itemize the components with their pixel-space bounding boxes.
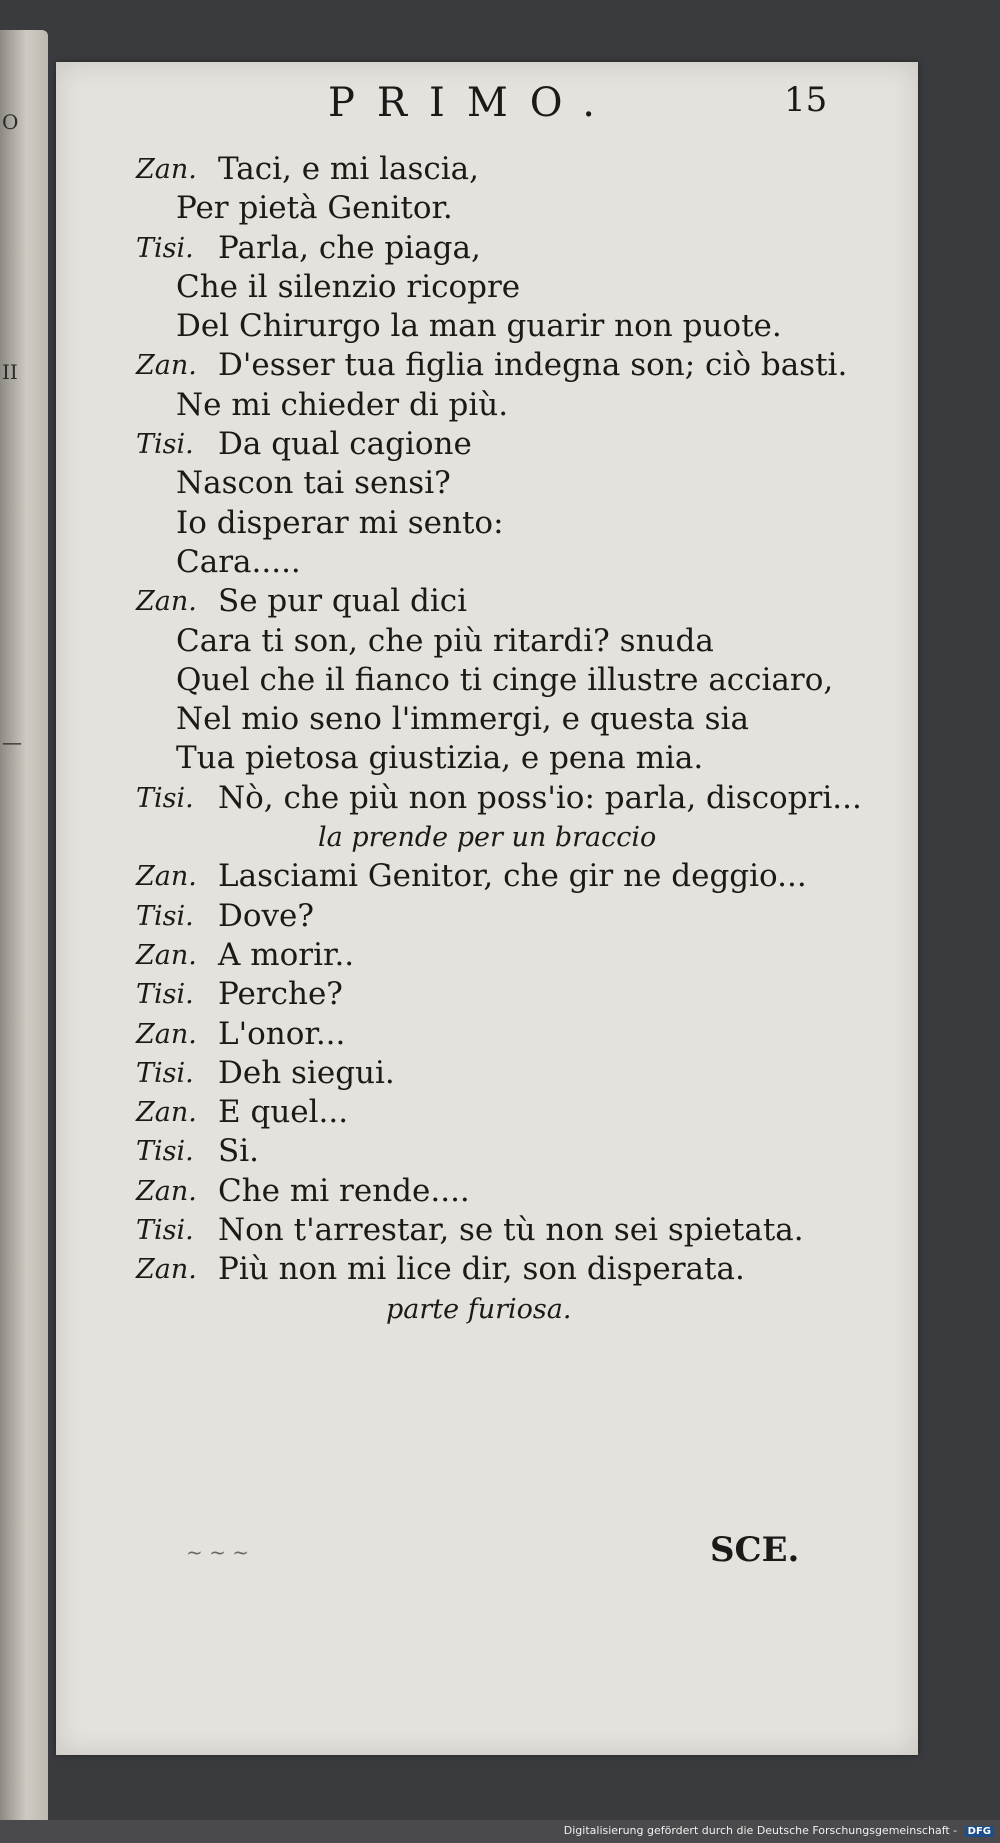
speaker-name: Tisi. [136,782,194,814]
speaker-name: Zan. [136,586,197,618]
line-text: Dove? [218,897,314,934]
dialogue-line [136,425,896,464]
speaker-name: Zan. [136,154,197,185]
dialogue-line [136,386,896,425]
dialogue-line [136,582,896,621]
previous-page-fragment: II [2,360,18,384]
dialogue-line [136,1015,896,1054]
previous-page-edge [0,30,48,1830]
line-text: A morir.. [218,936,355,973]
digitization-credit [564,1824,994,1837]
dialogue-line [136,504,896,543]
dialogue-text [136,150,896,1329]
stage-direction [136,1290,896,1329]
dialogue-line [136,464,896,503]
line-text: Si. [218,1133,260,1170]
line-text: Se pur qual dici [218,583,468,620]
line-text: Per pietà Genitor. [176,190,453,227]
speaker-name: Zan. [136,1018,197,1050]
dialogue-line [136,189,896,228]
speaker-name: Tisi. [136,429,194,461]
speaker-name: Zan. [136,1254,197,1286]
line-text: Perche? [218,976,343,1013]
stage-direction [136,818,896,857]
dialogue-line [136,897,896,936]
catchword: SCE. [710,1530,800,1570]
page-number: 15 [784,80,828,120]
speaker-name: Tisi. [136,1057,194,1089]
dialogue-line [136,150,896,189]
line-text: Ne mi chieder di più. [176,386,509,423]
dialogue-line [136,346,896,385]
dialogue-line [136,1250,896,1289]
stage-direction-text: parte furiosa. [386,1293,572,1325]
line-text: Tua pietosa giustizia, e pena mia. [176,740,704,777]
line-text: Cara ti son, che più ritardi? snuda [176,622,714,659]
speaker-name: Zan. [136,350,197,382]
line-text: Del Chirurgo la man guarir non puote. [176,308,782,345]
speaker-name: Zan. [136,939,197,971]
line-text: Nascon tai sensi? [176,465,451,502]
line-text: Che il silenzio ricopre [176,268,521,305]
line-text: E quel... [218,1094,349,1131]
dialogue-line [136,543,896,582]
bleed-through-text [416,1422,916,1642]
credit-text: Digitalisierung gefördert durch die Deutsche Forschungsgemeinschaft - [563,1824,958,1837]
previous-page-fragment: — [2,730,22,754]
speaker-name: Tisi. [136,232,194,264]
dialogue-line [136,779,896,818]
dialogue-line [136,936,896,975]
speaker-name: Tisi. [136,1136,194,1168]
dialogue-line [136,1172,896,1211]
line-text: Più non mi lice dir, son disperata. [218,1251,745,1288]
dialogue-line [136,1211,896,1250]
line-text: Nò, che più non poss'io: parla, discopri... [218,779,862,816]
dialogue-line [136,857,896,896]
ink-smudge: ~ ~ ~ [186,1540,249,1564]
speaker-name: Tisi. [136,979,194,1011]
line-text: Cara..... [176,543,301,580]
dialogue-line [136,661,896,700]
previous-page-fragment: O [2,110,19,134]
dialogue-line [136,1054,896,1093]
dialogue-line [136,1093,896,1132]
line-text: Da qual cagione [218,426,472,463]
speaker-name: Zan. [136,1097,197,1129]
line-text: Nel mio seno l'immergi, e questa sia [176,701,749,738]
line-text: Taci, e mi lascia, [218,151,480,187]
line-text: D'esser tua figlia indegna son; ciò basti. [218,347,848,384]
line-text: Che mi rende.... [218,1172,470,1209]
dialogue-line [136,307,896,346]
line-text: Lasciami Genitor, che gir ne deggio... [218,858,807,895]
dialogue-line [136,622,896,661]
line-text: Quel che il fianco ti cinge illustre acciaro, [176,661,834,698]
page-header-title: PRIMO. [328,80,617,126]
line-text: L'onor... [218,1015,346,1052]
speaker-name: Zan. [136,1175,197,1207]
stage-direction-text: la prende per un braccio [318,822,657,854]
line-text: Io disperar mi sento: [176,504,504,541]
line-text: Non t'arrestar, se tù non sei spietata. [218,1212,804,1249]
speaker-name: Zan. [136,861,197,893]
dfg-logo: DFG [965,1826,994,1837]
dialogue-line [136,739,896,778]
line-text: Parla, che piaga, [218,229,481,266]
speaker-name: Tisi. [136,900,194,932]
dialogue-line [136,975,896,1014]
dialogue-line [136,1132,896,1171]
dialogue-line [136,229,896,268]
dialogue-line [136,700,896,739]
dialogue-line [136,268,896,307]
line-text: Deh siegui. [218,1054,395,1091]
speaker-name: Tisi. [136,1215,194,1247]
